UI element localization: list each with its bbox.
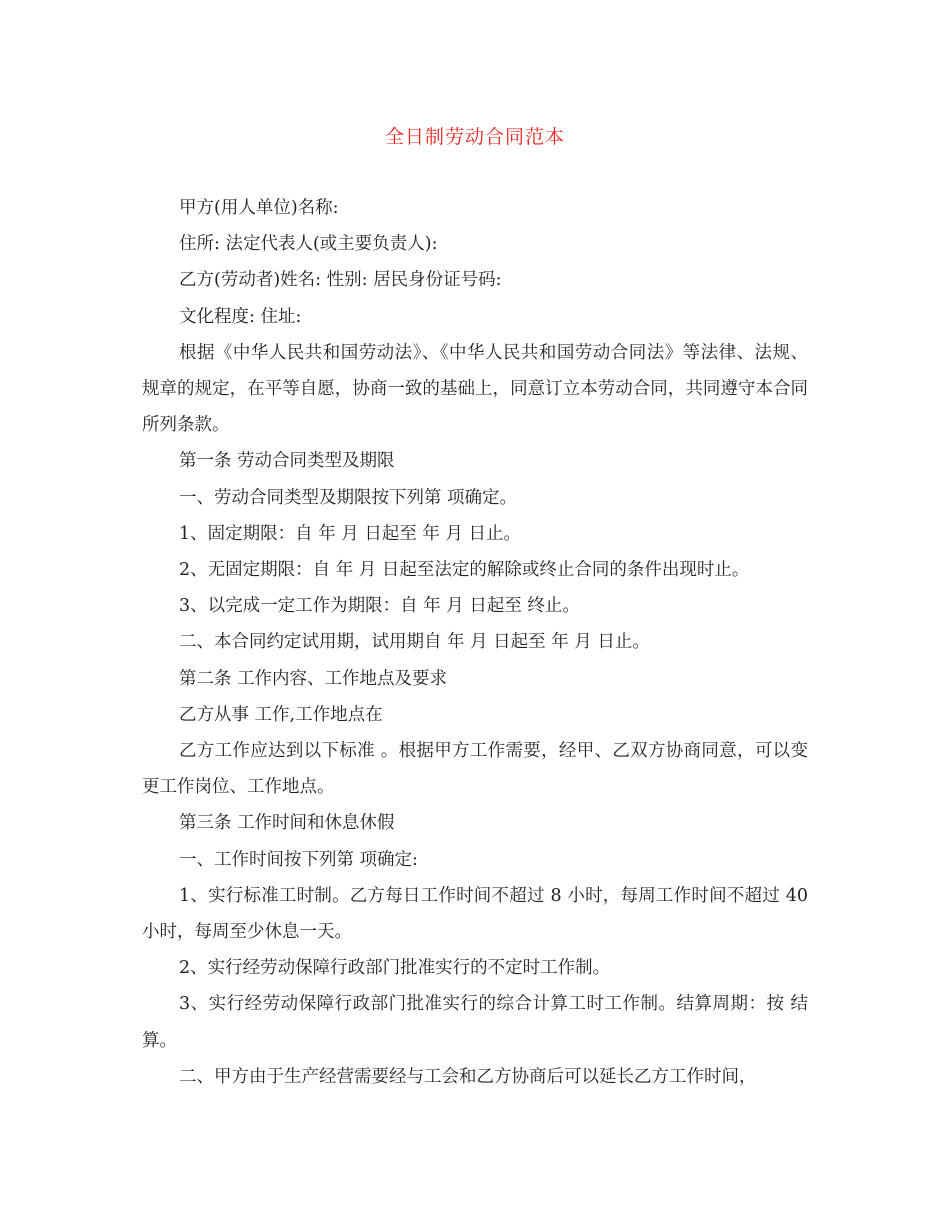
document-body bbox=[142, 190, 808, 1095]
paragraph: 3、以完成一定工作为期限：自 年 月 日起至 终止。 bbox=[179, 596, 580, 617]
paragraph: 根据《中华人民共和国劳动法》、《中华人民共和国劳动合同法》等法律、法规、规章的规定，在平等自愿，协商一致的基础上，同意订立本劳动合同，共同遵守本合同所列条款。 bbox=[142, 342, 808, 436]
paragraph: 乙方工作应达到以下标准 。根据甲方工作需要，经甲、乙双方协商同意，可以变更工作岗位、工作地点。 bbox=[142, 741, 808, 798]
paragraph: 甲方(用人单位)名称: bbox=[179, 198, 339, 218]
paragraph: 1、固定期限：自 年 月 日起至 年 月 日止。 bbox=[179, 523, 522, 544]
paragraph: 二、本合同约定试用期，试用期自 年 月 日起至 年 月 日止。 bbox=[179, 632, 650, 653]
article-heading: 第三条 工作时间和休息休假 bbox=[179, 813, 395, 834]
paragraph: 3、实行经劳动保障行政部门批准实行的综合计算工时工作制。结算周期：按 结算。 bbox=[142, 994, 808, 1051]
article-heading: 第一条 劳动合同类型及期限 bbox=[179, 451, 395, 472]
article-heading: 第二条 工作内容、工作地点及要求 bbox=[179, 668, 448, 689]
paragraph: 乙方从事 工作,工作地点在 bbox=[179, 704, 383, 725]
paragraph: 乙方(劳动者)姓名: 性别: 居民身份证号码: bbox=[179, 270, 502, 291]
paragraph: 2、实行经劳动保障行政部门批准实行的不定时工作制。 bbox=[179, 958, 611, 979]
paragraph: 二、甲方由于生产经营需要经与工会和乙方协商后可以延长乙方工作时间， bbox=[179, 1066, 757, 1087]
paragraph: 一、工作时间按下列第 项确定: bbox=[179, 849, 418, 870]
paragraph: 住所: 法定代表人(或主要负责人): bbox=[179, 234, 438, 255]
paragraph: 1、实行标准工时制。乙方每日工作时间不超过 8 小时，每周工作时间不超过 40 小时，每周至少休息一天。 bbox=[142, 885, 808, 943]
paragraph: 文化程度: 住址: bbox=[179, 306, 302, 327]
paragraph: 2、无固定期限：自 年 月 日起至法定的解除或终止合同的条件出现时止。 bbox=[179, 560, 750, 581]
paragraph: 一、劳动合同类型及期限按下列第 项确定。 bbox=[179, 487, 518, 508]
document-title: 全日制劳动合同范本 bbox=[384, 126, 565, 148]
